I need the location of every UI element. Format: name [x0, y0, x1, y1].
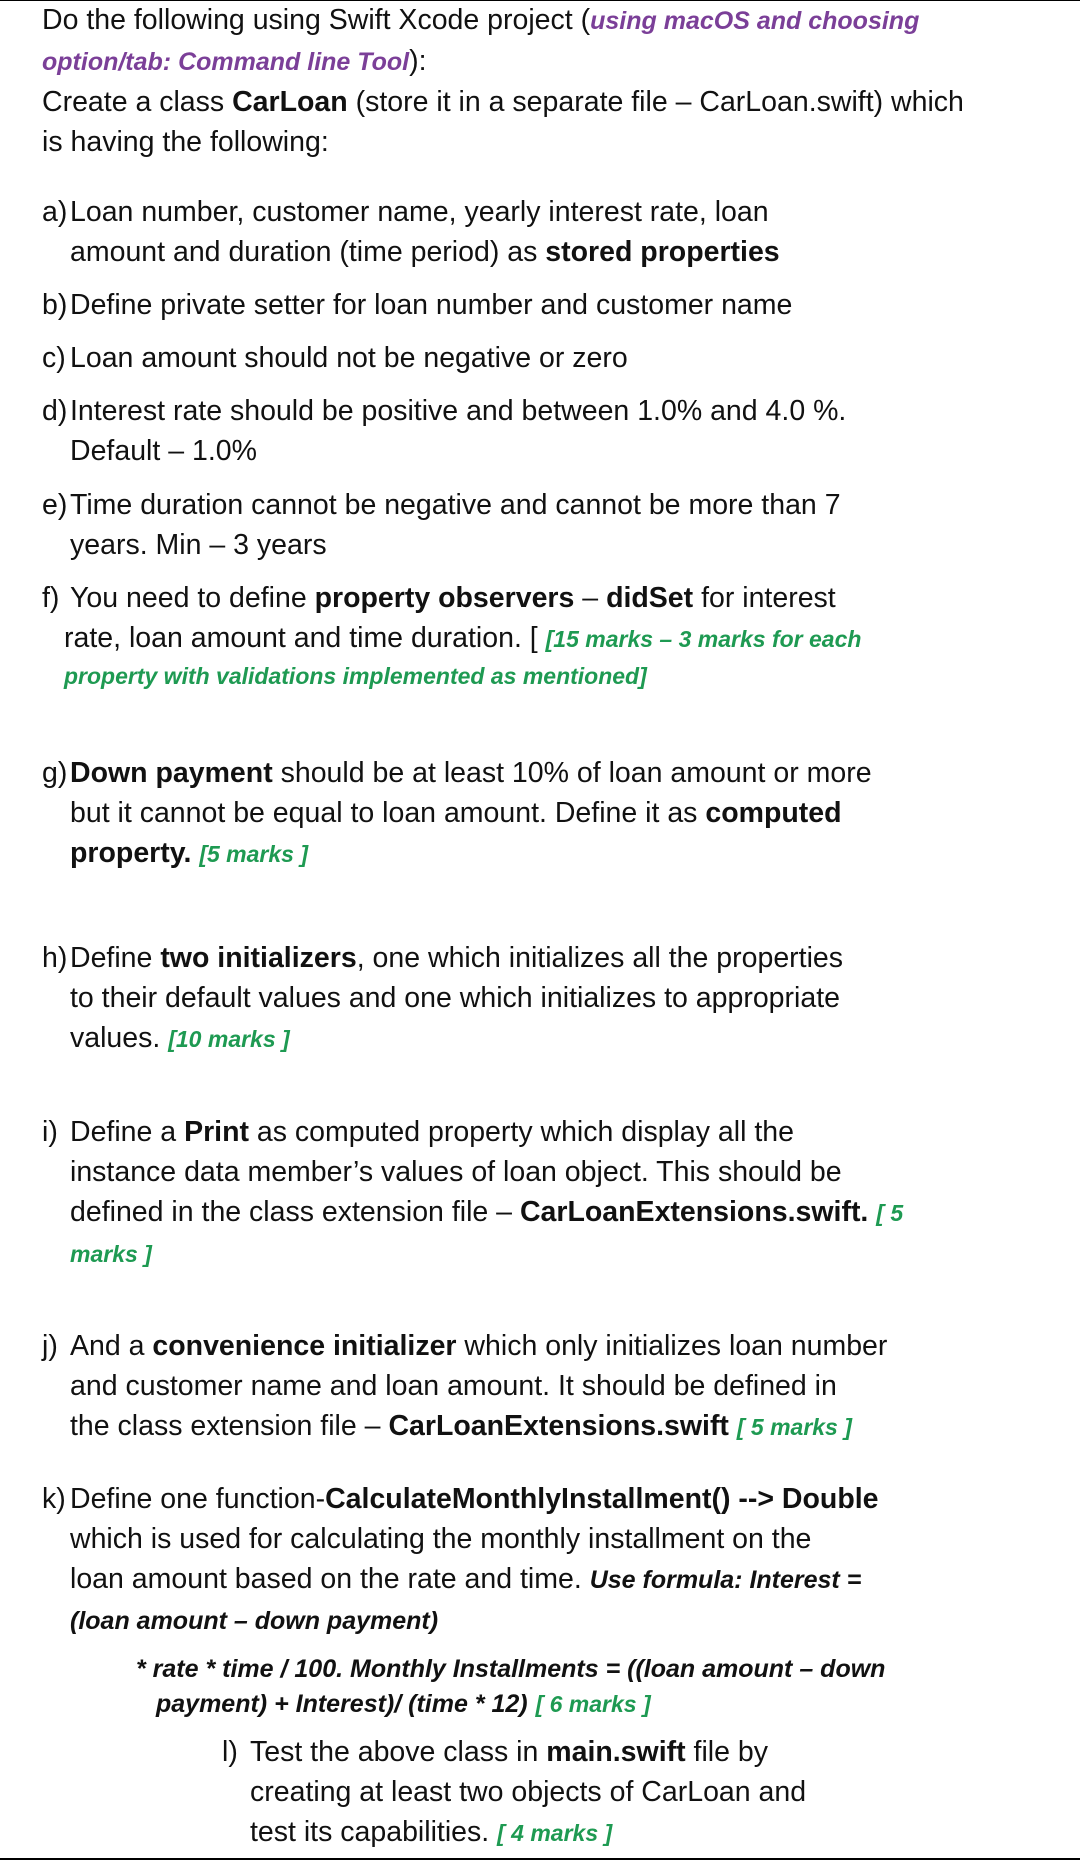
- marks-note: [5 marks ]: [199, 841, 308, 867]
- platform-note: using macOS and choosing: [590, 7, 920, 35]
- item-j: j) And a convenience initializer which only initializes loan number and customer name and loan amount. It should be defined in the class extension file – CarLoanExtensions.swift [ 5 marks ]: [42, 1326, 887, 1447]
- marks-note: [10 marks ]: [168, 1026, 290, 1052]
- item-label: j): [42, 1330, 58, 1362]
- class-name: CarLoan: [232, 86, 348, 118]
- item-label: b): [42, 289, 68, 321]
- item-label: a): [42, 196, 68, 228]
- item-label: f): [42, 582, 60, 614]
- item-label: l): [222, 1736, 238, 1768]
- item-g: g)Down payment should be at least 10% of loan amount or more but it cannot be equal to loan amount. Define it as computed property. [5 marks ]: [42, 753, 872, 874]
- item-l: l) Test the above class in main.swift file by creating at least two objects of CarLoan and test its capabilities. [ 4 marks ]: [222, 1732, 806, 1853]
- intro-line-1: Do the following using Swift Xcode project (using macOS and choosing: [42, 4, 920, 36]
- item-d: d)Interest rate should be positive and between 1.0% and 4.0 %. Default – 1.0%: [42, 391, 846, 471]
- marks-note: [ 6 marks ]: [535, 1691, 651, 1717]
- item-h: h)Define two initializers, one which initializes all the properties to their default values and one which initializes to appropriate values. [10 marks ]: [42, 938, 843, 1059]
- intro-paragraph: [42, 0, 964, 162]
- item-f: f) You need to define property observers – didSet for interest rate, loan amount and time duration. [ [15 marks – 3 marks for each property with validations implemented as mentioned]: [42, 578, 861, 692]
- marks-note: [15 marks – 3 marks for each: [545, 626, 862, 652]
- formula-text: Use formula: Interest =: [589, 1566, 862, 1594]
- item-b: b)Define private setter for loan number and customer name: [42, 285, 792, 325]
- marks-note: [ 5 marks ]: [736, 1414, 852, 1440]
- function-signature: CalculateMonthlyInstallment() --> Double: [325, 1483, 879, 1515]
- intro-line-3: Create a class CarLoan (store it in a separate file – CarLoan.swift) which: [42, 86, 964, 118]
- item-label: g): [42, 757, 68, 789]
- item-label: k): [42, 1483, 66, 1515]
- marks-note: [ 4 marks ]: [497, 1820, 613, 1846]
- item-label: d): [42, 395, 68, 427]
- item-label: e): [42, 489, 68, 521]
- intro-line-2: option/tab: Command line Tool):: [42, 45, 427, 77]
- item-label: h): [42, 942, 68, 974]
- item-k: k) Define one function-CalculateMonthlyInstallment() --> Double which is used for calculating the monthly installment on the loan amount based on the rate and time. Use formula: Interest = (loan amount – down payment): [42, 1479, 879, 1641]
- item-a: a)Loan number, customer name, yearly interest rate, loan amount and duration (time period) as stored properties: [42, 192, 780, 272]
- item-label: i): [42, 1116, 58, 1148]
- item-c: c) Loan amount should not be negative or zero: [42, 338, 628, 378]
- item-k-formula: * rate * time / 100. Monthly Installments = ((loan amount – down payment) + Interest)/ (time * 12) [ 6 marks ]: [136, 1655, 886, 1718]
- item-e: e)Time duration cannot be negative and cannot be more than 7 years. Min – 3 years: [42, 485, 841, 565]
- item-i: i) Define a Print as computed property which display all the instance data member’s values of loan object. This should be defined in the class extension file – CarLoanExtensions.swift. [ 5 marks ]: [42, 1112, 903, 1274]
- item-label: c): [42, 342, 66, 374]
- intro-line-4: is having the following:: [42, 126, 329, 158]
- marks-note: [ 5: [876, 1200, 904, 1226]
